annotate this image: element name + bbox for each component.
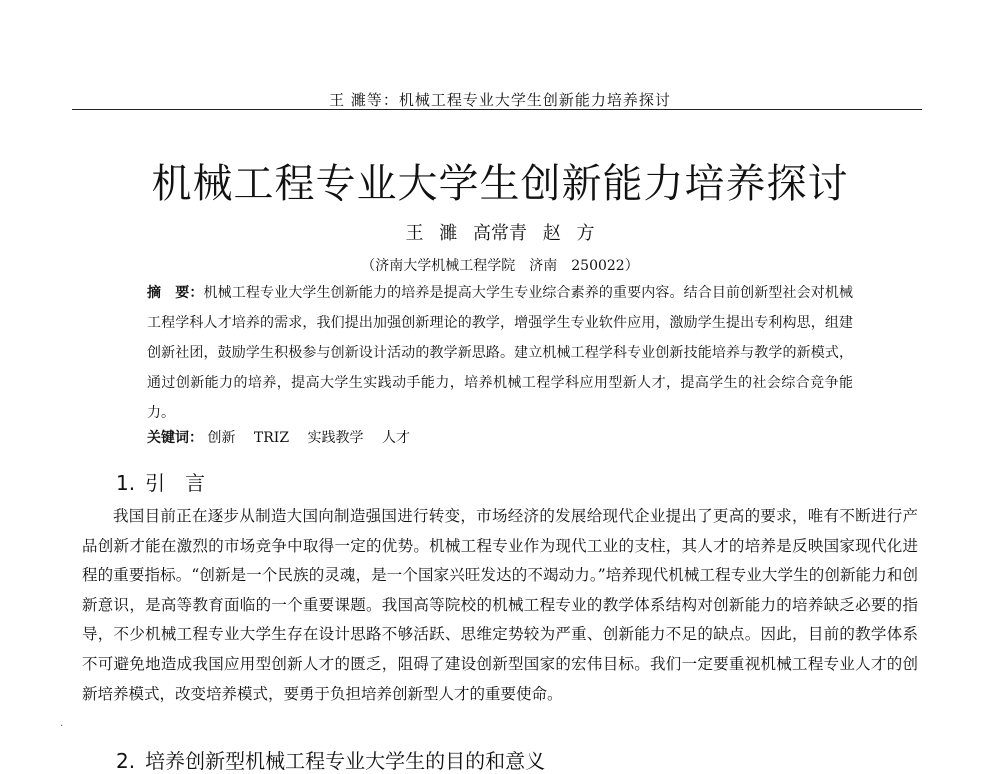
keyword: TRIZ xyxy=(253,430,290,446)
abstract xyxy=(147,278,853,428)
keyword: 实践教学 xyxy=(307,430,364,446)
author-name: 高常青 xyxy=(473,223,527,244)
affiliation: （济南大学机械工程学院 济南 250022） xyxy=(361,258,639,274)
section-number: 2. xyxy=(116,749,136,773)
keyword: 人才 xyxy=(381,430,410,446)
keywords-label: 关键词： xyxy=(147,430,203,446)
author-name: 赵 方 xyxy=(542,223,595,244)
section-title: 引 言 xyxy=(145,471,206,495)
abstract-text: 机械工程专业大学生创新能力的培养是提高大学生专业综合素养的重要内容。结合目前创新型社会对机械工程学科人才培养的需求，我们提出加强创新理论的教学，增强学生专业软件应用，激励学生提出专利构思，组建创新社团，鼓励学生积极参与创新设计活动的教学新思路。建立机械工程学科专业创新技能培养与教学的新模式，通过创新能力的培养，提高大学生实践动手能力，培养机械工程学科应用型新人才，提高学生的社会综合竞争能力。 xyxy=(147,285,854,421)
author-list xyxy=(0,219,1000,245)
section-title: 培养创新型机械工程专业大学生的目的和意义 xyxy=(145,749,546,773)
keyword: 创新 xyxy=(207,430,236,446)
header-rule xyxy=(72,109,922,110)
body-paragraph: 我国目前正在逐步从制造大国向制造强国进行转变，市场经济的发展给现代企业提出了更高的要求，唯有不断进行产品创新才能在激烈的市场竞争中取得一定的优势。机械工程专业作为现代工业的支柱，其人才的培养是反映国家现代化进程的重要指标。“创新是一个民族的灵魂，是一个国家兴旺发达的不竭动力。”培养现代机械工程专业大学生的创新能力和创新意识，是高等教育面临的一个重要课题。我国高等院校的机械工程专业的教学体系结构对创新能力的培养缺乏必要的指导，不少机械工程专业大学生存在设计思路不够活跃、思维定势较为严重、创新能力不足的缺点。因此，目前的教学体系不可避免地造成我国应用型创新人才的匮乏，阻碍了建设创新型国家的宏伟目标。我们一定要重视机械工程专业人才的创新培养模式，改变培养模式，要勇于负担培养创新型人才的重要使命。 xyxy=(82,507,918,703)
running-header: 王 濉等：机械工程专业大学生创新能力培养探讨 xyxy=(329,91,671,109)
keywords xyxy=(147,423,853,453)
section-heading xyxy=(116,745,545,774)
author-name: 王 濉 xyxy=(405,223,458,244)
section-heading xyxy=(116,467,205,496)
margin-mark: · xyxy=(60,721,64,732)
abstract-label: 摘 要： xyxy=(147,285,204,301)
paper-title: 机械工程专业大学生创新能力培养探讨 xyxy=(151,161,849,207)
section-number: 1. xyxy=(116,471,136,495)
